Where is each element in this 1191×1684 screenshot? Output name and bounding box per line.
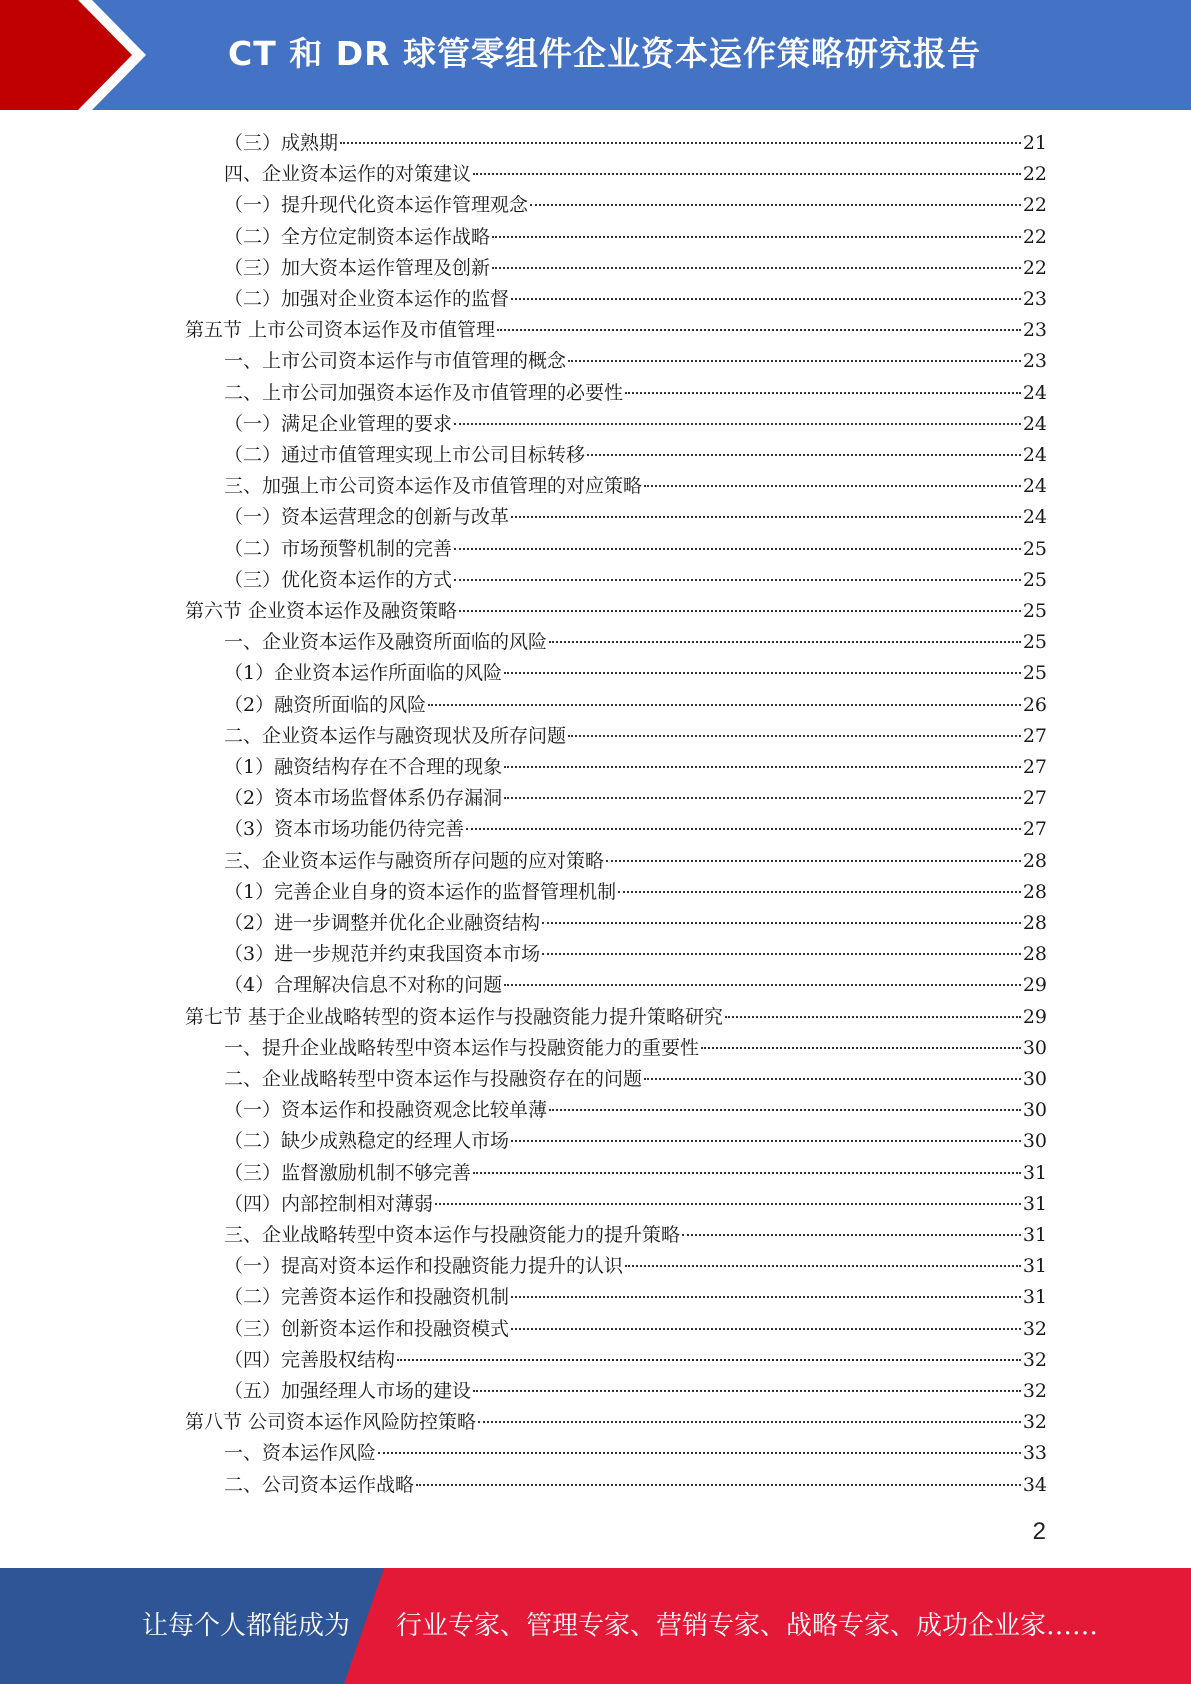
toc-entry[interactable] [224,1345,1047,1376]
toc-entry-page: 25 [1022,600,1047,622]
toc-entry-title: （1）完善企业自身的资本运作的监督管理机制 [224,880,617,903]
toc-entry-title: （2）进一步调整并优化企业融资结构 [224,912,541,934]
toc-entry-page: 22 [1022,225,1047,248]
toc-dot-leader [644,484,1021,487]
toc-entry-title: （三）加大资本运作管理及创新 [224,256,491,279]
toc-entry[interactable] [185,315,1047,346]
toc-entry[interactable] [224,222,1047,253]
toc-entry-title: （三）优化资本运作的方式 [224,568,453,591]
toc-entry-title: （二）通过市值管理实现上市公司目标转移 [224,444,586,466]
toc-entry[interactable] [224,409,1047,440]
toc-dot-leader [568,359,1021,362]
toc-dot-leader [492,235,1021,238]
toc-entry[interactable] [224,1158,1047,1189]
toc-dot-leader [725,1015,1021,1018]
toc-entry-page: 25 [1022,662,1047,685]
footer-slogan-left: 让每个人都能成为 [142,1611,351,1641]
toc-entry[interactable] [224,1314,1047,1345]
toc-entry-page: 32 [1022,1411,1047,1434]
toc-entry[interactable] [224,1126,1047,1157]
toc-entry[interactable] [224,846,1047,877]
toc-entry-page: 28 [1022,880,1047,903]
toc-entry[interactable] [224,1095,1047,1126]
toc-entry[interactable] [224,284,1047,315]
toc-dot-leader [568,734,1021,737]
toc-entry[interactable] [185,1002,1047,1033]
toc-entry-title: （一）提升现代化资本运作管理观念 [224,194,529,217]
toc-entry-title: 二、企业资本运作与融资现状及所存问题 [224,724,567,747]
toc-entry-title: （二）市场预警机制的完善 [224,537,453,560]
toc-dot-leader [618,890,1021,893]
toc-dot-leader [473,1171,1021,1174]
toc-entry-title: 三、加强上市公司资本运作及市值管理的对应策略 [224,475,643,498]
toc-dot-leader [416,1483,1021,1486]
toc-entry-page: 27 [1022,756,1047,778]
toc-dot-leader [511,515,1021,518]
toc-dot-leader [497,328,1021,331]
toc-entry-page: 28 [1022,943,1047,966]
toc-dot-leader [682,1233,1021,1236]
toc-dot-leader [454,422,1021,425]
toc-dot-leader [340,141,1021,144]
toc-entry[interactable] [185,1407,1047,1438]
toc-entry[interactable] [224,814,1047,845]
toc-entry-title: 第五节 上市公司资本运作及市值管理 [185,319,496,342]
toc-entry-title: 四、企业资本运作的对策建议 [224,163,472,186]
toc-entry-title: （三）成熟期 [224,132,339,154]
toc-entry[interactable] [224,1376,1047,1407]
toc-entry[interactable] [224,253,1047,284]
toc-entry-title: （一）满足企业管理的要求 [224,412,453,435]
toc-entry-page: 23 [1022,350,1047,373]
toc-dot-leader [530,203,1021,206]
toc-entry-title: （三）监督激励机制不够完善 [224,1161,472,1184]
toc-entry-page: 27 [1022,724,1047,747]
toc-entry-title: （2）融资所面临的风险 [224,693,427,716]
toc-entry-title: 第六节 企业资本运作及融资策略 [185,600,458,622]
toc-entry-page: 30 [1022,1036,1047,1059]
document-title: CT 和 DR 球管零组件企业资本运作策略研究报告 [228,34,981,73]
toc-entry-page: 30 [1022,1068,1047,1090]
toc-dot-leader [435,1202,1021,1205]
toc-entry-page: 22 [1022,163,1047,186]
toc-dot-leader [473,1389,1021,1392]
toc-entry-page: 24 [1022,412,1047,435]
toc-entry-title: 一、资本运作风险 [224,1442,377,1465]
toc-dot-leader [454,547,1021,550]
toc-entry[interactable] [224,658,1047,689]
toc-entry-page: 24 [1022,475,1047,498]
toc-dot-leader [511,1139,1021,1142]
toc-dot-leader [625,391,1021,394]
toc-entry-title: （二）完善资本运作和投融资机制 [224,1286,510,1309]
toc-entry[interactable] [224,502,1047,533]
toc-entry-title: 一、提升企业战略转型中资本运作与投融资能力的重要性 [224,1036,700,1059]
toc-entry-page: 32 [1022,1317,1047,1340]
toc-entry-page: 27 [1022,787,1047,810]
toc-entry-title: 二、公司资本运作战略 [224,1473,415,1496]
toc-entry[interactable] [224,159,1047,190]
toc-entry[interactable] [224,1251,1047,1282]
toc-dot-leader [549,1108,1021,1111]
toc-dot-leader [542,952,1021,955]
page-footer [0,1568,1191,1684]
toc-entry-title: （1）企业资本运作所面临的风险 [224,662,503,685]
toc-entry-page: 33 [1022,1442,1047,1465]
toc-dot-leader [701,1046,1021,1049]
toc-entry-page: 28 [1022,912,1047,934]
toc-entry-page: 31 [1022,1224,1047,1246]
footer-slogan-right: 行业专家、管理专家、营销专家、战略专家、成功企业家…… [396,1611,1099,1641]
toc-dot-leader [397,1358,1021,1361]
toc-dot-leader [492,266,1021,269]
toc-entry[interactable] [224,1220,1047,1251]
toc-entry-page: 25 [1022,568,1047,591]
toc-entry[interactable] [185,596,1047,627]
toc-entry-page: 31 [1022,1161,1047,1184]
toc-entry[interactable] [224,534,1047,565]
toc-entry-title: （二）全方位定制资本运作战略 [224,225,491,248]
toc-entry[interactable] [224,346,1047,377]
toc-entry-page: 32 [1022,1380,1047,1402]
toc-entry-page: 23 [1022,288,1047,310]
toc-entry[interactable] [224,721,1047,752]
toc-entry[interactable] [224,970,1047,1001]
toc-entry-title: 二、上市公司加强资本运作及市值管理的必要性 [224,381,624,404]
toc-entry-title: （3）进一步规范并约束我国资本市场 [224,943,541,966]
toc-entry[interactable] [224,783,1047,814]
toc-entry-page: 25 [1022,631,1047,654]
toc-entry[interactable] [224,1470,1047,1501]
toc-dot-leader [511,1327,1021,1330]
toc-entry-page: 24 [1022,381,1047,404]
toc-entry[interactable] [224,1438,1047,1469]
toc-entry-title: （4）合理解决信息不对称的问题 [224,974,503,997]
toc-dot-leader [625,1264,1021,1267]
toc-entry-page: 29 [1022,974,1047,997]
toc-entry-title: （五）加强经理人市场的建设 [224,1380,472,1402]
toc-entry-page: 34 [1022,1473,1047,1496]
toc-dot-leader [504,765,1021,768]
toc-entry-title: （四）完善股权结构 [224,1348,396,1371]
toc-dot-leader [504,796,1021,799]
toc-entry-page: 32 [1022,1348,1047,1371]
toc-entry-page: 31 [1022,1192,1047,1215]
toc-entry-page: 30 [1022,1130,1047,1153]
toc-entry[interactable] [224,128,1047,159]
page-header [0,0,1191,110]
toc-entry-title: （一）资本运作和投融资观念比较单薄 [224,1099,548,1122]
toc-dot-leader [459,609,1021,612]
toc-entry[interactable] [224,1282,1047,1313]
toc-dot-leader [549,640,1021,643]
toc-dot-leader [478,1420,1021,1423]
toc-dot-leader [511,297,1021,300]
toc-entry[interactable] [224,1064,1047,1095]
toc-entry-page: 26 [1022,693,1047,716]
toc-entry-page: 22 [1022,256,1047,279]
toc-dot-leader [644,1077,1021,1080]
toc-dot-leader [542,921,1021,924]
toc-entry-title: 第七节 基于企业战略转型的资本运作与投融资能力提升策略研究 [185,1005,724,1028]
toc-dot-leader [378,1451,1021,1454]
toc-dot-leader [587,453,1021,456]
toc-entry[interactable] [224,877,1047,908]
toc-entry-title: （一）提高对资本运作和投融资能力提升的认识 [224,1255,624,1278]
toc-dot-leader [428,703,1021,706]
toc-entry-page: 24 [1022,506,1047,529]
toc-entry-page: 21 [1022,132,1047,154]
toc-entry-title: （1）融资结构存在不合理的现象 [224,756,503,778]
toc-entry-page: 28 [1022,849,1047,872]
toc-entry-title: （二）缺少成熟稳定的经理人市场 [224,1130,510,1153]
toc-dot-leader [466,827,1021,830]
toc-entry[interactable] [224,378,1047,409]
toc-entry-title: 三、企业战略转型中资本运作与投融资能力的提升策略 [224,1224,681,1246]
toc-dot-leader [454,578,1021,581]
toc-entry[interactable] [224,1033,1047,1064]
toc-entry-page: 27 [1022,818,1047,841]
toc-entry[interactable] [224,908,1047,939]
toc-entry-page: 31 [1022,1286,1047,1309]
toc-entry[interactable] [224,440,1047,471]
toc-dot-leader [606,859,1021,862]
toc-entry-title: （四）内部控制相对薄弱 [224,1192,434,1215]
toc-entry[interactable] [224,1189,1047,1220]
toc-entry-page: 22 [1022,194,1047,217]
toc-dot-leader [504,983,1021,986]
toc-entry-title: （一）资本运营理念的创新与改革 [224,506,510,529]
header-arrow-icon [0,0,160,110]
toc-entry[interactable] [224,939,1047,970]
toc-dot-leader [511,1295,1021,1298]
toc-entry-title: （三）创新资本运作和投融资模式 [224,1317,510,1340]
toc-dot-leader [473,172,1021,175]
toc-entry[interactable] [224,190,1047,221]
toc-entry[interactable] [224,752,1047,783]
page-number: 2 [1032,1518,1046,1545]
toc-entry-title: 一、上市公司资本运作与市值管理的概念 [224,350,567,373]
toc-entry[interactable] [224,471,1047,502]
toc-entry-title: （3）资本市场功能仍待完善 [224,818,465,841]
toc-entry-title: 一、企业资本运作及融资所面临的风险 [224,631,548,654]
toc-entry-title: 三、企业资本运作与融资所存问题的应对策略 [224,849,605,872]
toc-entry[interactable] [224,690,1047,721]
toc-dot-leader [504,671,1021,674]
toc-entry-page: 30 [1022,1099,1047,1122]
toc-entry-page: 24 [1022,444,1047,466]
toc-entry-title: 二、企业战略转型中资本运作与投融资存在的问题 [224,1068,643,1090]
toc-entry-page: 31 [1022,1255,1047,1278]
toc-entry[interactable] [224,627,1047,658]
toc-entry-title: （二）加强对企业资本运作的监督 [224,288,510,310]
toc-entry-title: （2）资本市场监督体系仍存漏洞 [224,787,503,810]
toc-entry-page: 29 [1022,1005,1047,1028]
toc-entry-page: 25 [1022,537,1047,560]
toc-entry[interactable] [224,565,1047,596]
toc-entry-title: 第八节 公司资本运作风险防控策略 [185,1411,477,1434]
toc-entry-page: 23 [1022,319,1047,342]
